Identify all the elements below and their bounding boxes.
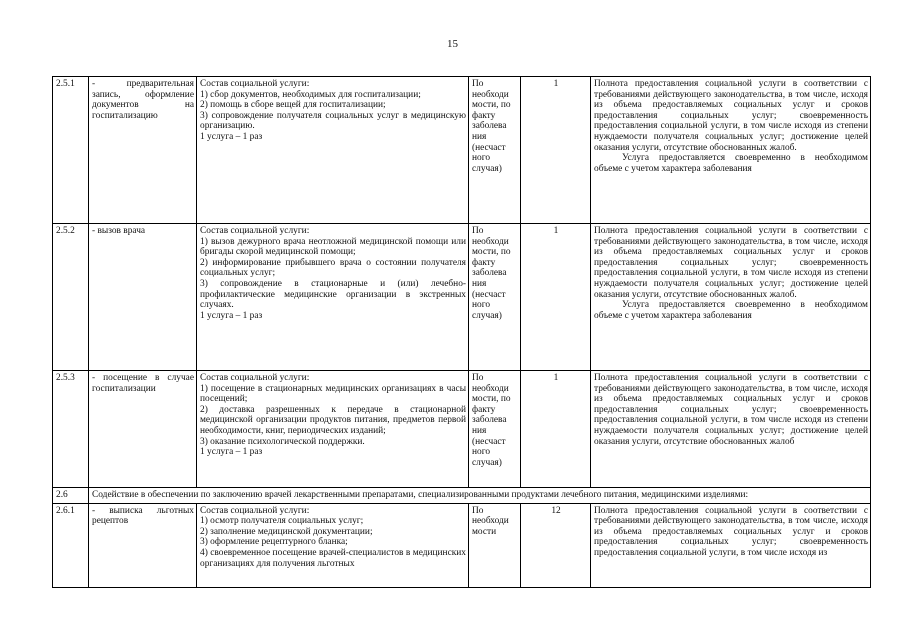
quality-criteria [591,77,871,224]
service-content [197,224,469,371]
content-line: 1 услуга – 1 раз [200,131,263,142]
content-line: 1) осмотр получателя социальных услуг; [200,516,364,527]
content-line: 2) информирование прибывшего врача о состоянии получателя социальных услуг; [200,257,466,279]
quality-line: Полнота предоставления социальной услуги в соответствии с требованиями действующего законодательства, в том числе, исходя из объема предоставляемых социальных услуг и сроков предоставления социальных услуг; своевременность предоставления социальной услуги, в том числе исходя из [594,505,868,558]
table-row [53,371,871,488]
table-row [53,224,871,371]
service-content [197,503,469,587]
service-period: По необходи мости, по факту заболева ния (несчаст ного случая) [469,224,521,371]
service-volume: 12 [521,503,591,587]
section-number: 2.6 [53,488,89,504]
content-line: Состав социальной услуги: [200,226,310,236]
content-line: 3) сопровождение в стационарные и (или) лечебно-профилактические медицинские организации в экстренных случаях. [200,278,466,311]
section-title: Содействие в обеспечении по заключению врачей лекарственными препаратами, специализированными продуктами лечебного питания, медицинскими изделиями: [89,488,871,504]
service-content [197,77,469,224]
content-line: 3) оформление рецептурного бланка; [200,537,348,548]
content-line: Состав социальной услуги: [200,79,310,89]
content-line: 3) оказание психологической поддержки. [200,436,365,447]
content-line: 1 услуга – 1 раз [200,310,263,321]
quality-criteria [591,371,871,488]
content-line: 1 услуга – 1 раз [200,447,263,458]
quality-criteria [591,224,871,371]
content-line: Состав социальной услуги: [200,373,310,383]
content-line: 2) доставка разрешенных к передаче в стационарной медицинской организации продуктов питания, предметов первой необходимости, книг, периодических изданий; [200,404,466,436]
table-row [53,503,871,587]
quality-line: Услуга предоставляется своевременно в необходимом объеме с учетом характера заболевания [594,300,868,321]
service-volume: 1 [521,371,591,488]
content-line: 1) посещение в стационарных медицинских организациях в часы посещений; [200,383,466,405]
content-line: 2) помощь в сборе вещей для госпитализации; [200,100,386,111]
service-period: По необходи мости [469,503,521,587]
service-volume: 1 [521,224,591,371]
content-line: 2) заполнение медицинской документации; [200,526,373,537]
quality-line: Полнота предоставления социальной услуги в соответствии с требованиями действующего законодательства, в том числе, исходя из объема предоставляемых социальных услуг и сроков предоставления социальных услуг; своевременность предоставления социальной услуги, в том числе исходя из степени нуждаемости получателя социальных услуг; достижение целей оказания услуги, отсутствие обоснованных жалоб. [594,79,868,153]
service-name: - посещение в случае госпитализации [89,371,197,488]
row-number: 2.5.1 [53,77,89,224]
service-period: По необходи мости, по факту заболева ния (несчаст ного случая) [469,371,521,488]
services-table [52,76,871,588]
content-line: 3) сопровождение получателя социальных услуг в медицинскую организацию. [200,110,466,132]
quality-line: Услуга предоставляется своевременно в необходимом объеме с учетом характера заболевания [594,153,868,174]
service-content [197,371,469,488]
content-line: Состав социальной услуги: [200,505,310,516]
row-number: 2.6.1 [53,503,89,587]
quality-line: Полнота предоставления социальной услуги в соответствии с требованиями действующего законодательства, в том числе, исходя из объема предоставляемых социальных услуг и сроков предоставления социальных услуг; своевременность предоставления социальной услуги, в том числе исходя из степени нуждаемости получателя социальных услуг; достижение целей оказания услуги, отсутствие обоснованных жалоб [594,373,868,447]
table-row [53,77,871,224]
content-line: 1) сбор документов, необходимых для госпитализации; [200,89,421,100]
page-number: 15 [447,38,458,50]
row-number: 2.5.2 [53,224,89,371]
service-period: По необходи мости, по факту заболева ния (несчаст ного случая) [469,77,521,224]
quality-line: Полнота предоставления социальной услуги в соответствии с требованиями действующего законодательства, в том числе, исходя из объема предоставляемых социальных услуг и сроков предоставления социальных услуг; своевременность предоставления социальной услуги, в том числе исходя из степени нуждаемости получателя социальных услуг; достижение целей оказания услуги, отсутствие обоснованных жалоб. [594,226,868,300]
section-row [53,488,871,504]
service-name: - вызов врача [89,224,197,371]
service-volume: 1 [521,77,591,224]
service-name: - предварительная запись, оформление документов на госпитализацию [89,77,197,224]
content-line: 1) вызов дежурного врача неотложной медицинской помощи или бригады скорой медицинской помощи; [200,236,466,258]
service-name: - выписка льготных рецептов [89,503,197,587]
quality-criteria [591,503,871,587]
content-line: 4) своевременное посещение врачей-специалистов в медицинских организациях для получения льготных [200,547,466,569]
row-number: 2.5.3 [53,371,89,488]
